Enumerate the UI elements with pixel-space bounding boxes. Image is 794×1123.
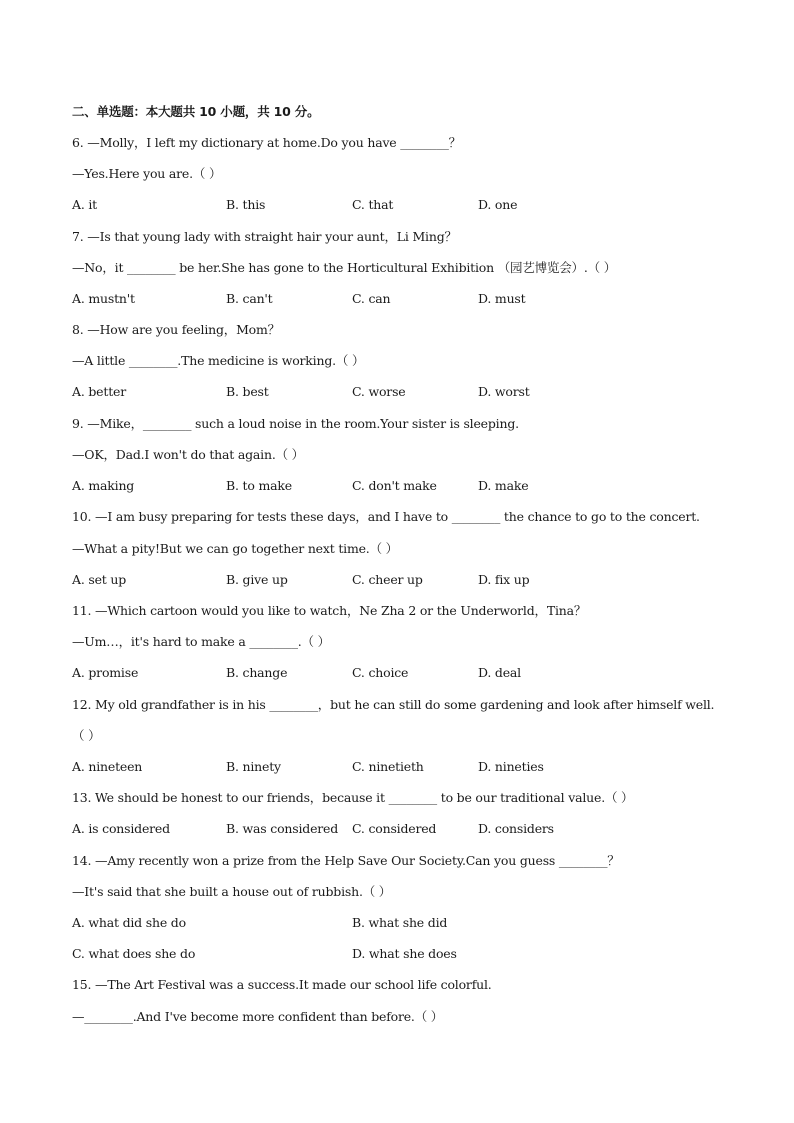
question-6-reply: —Yes.Here you are.（ ） bbox=[72, 166, 222, 181]
question-14-option-c: C. what does she do bbox=[72, 946, 196, 961]
question-7-option-c: C. can bbox=[352, 291, 391, 306]
question-8-option-b: B. best bbox=[226, 384, 269, 399]
question-12-answer-blank: （ ） bbox=[72, 728, 101, 743]
question-8-option-c: C. worse bbox=[352, 384, 406, 399]
section-title: 二、单选题：本大题共 10 小题，共 10 分。 bbox=[72, 104, 320, 119]
question-14-stem: 14. —Amy recently won a prize from the Help Save Our Society.Can you guess ________？ bbox=[72, 853, 620, 868]
question-9-option-c: C. don't make bbox=[352, 478, 437, 493]
question-6-option-c: C. that bbox=[352, 197, 394, 212]
question-7-option-a: A. mustn't bbox=[72, 291, 135, 306]
question-6-option-a: A. it bbox=[72, 197, 97, 212]
question-12-option-c: C. ninetieth bbox=[352, 759, 424, 774]
question-12-option-a: A. nineteen bbox=[72, 759, 143, 774]
question-11-option-a: A. promise bbox=[72, 665, 139, 680]
question-6-option-b: B. this bbox=[226, 197, 266, 212]
question-7-stem: 7. —Is that young lady with straight hair your aunt，Li Ming？ bbox=[72, 229, 457, 244]
question-10-option-d: D. fix up bbox=[478, 572, 530, 587]
question-13-option-b: B. was considered bbox=[226, 821, 339, 836]
question-12-stem: 12. My old grandfather is in his ________，but he can still do some gardening and look after himself well. bbox=[72, 697, 715, 712]
question-12-option-d: D. nineties bbox=[478, 759, 544, 774]
question-10-option-c: C. cheer up bbox=[352, 572, 423, 587]
question-11-option-b: B. change bbox=[226, 665, 288, 680]
question-14-option-a: A. what did she do bbox=[72, 915, 186, 930]
question-9-stem: 9. —Mike，________ such a loud noise in the room.Your sister is sleeping. bbox=[72, 416, 519, 431]
question-11-reply: —Um…，it's hard to make a ________.（ ） bbox=[72, 634, 330, 649]
question-13-option-a: A. is considered bbox=[72, 821, 170, 836]
question-6-option-d: D. one bbox=[478, 197, 518, 212]
question-14-option-b: B. what she did bbox=[352, 915, 448, 930]
question-10-option-a: A. set up bbox=[72, 572, 127, 587]
question-11-option-d: D. deal bbox=[478, 665, 521, 680]
question-15-reply: —________.And I've become more confident than before.（ ） bbox=[72, 1009, 444, 1024]
question-7-reply: —No，it ________ be her.She has gone to the Horticultural Exhibition （园艺博览会）.（ ） bbox=[72, 260, 617, 275]
question-8-reply: —A little ________.The medicine is working.（ ） bbox=[72, 353, 365, 368]
question-7-option-d: D. must bbox=[478, 291, 526, 306]
question-13-option-d: D. considers bbox=[478, 821, 554, 836]
question-14-option-d: D. what she does bbox=[352, 946, 457, 961]
question-11-stem: 11. —Which cartoon would you like to watch，Ne Zha 2 or the Underworld，Tina？ bbox=[72, 603, 587, 618]
question-9-option-d: D. make bbox=[478, 478, 529, 493]
question-15-stem: 15. —The Art Festival was a success.It made our school life colorful. bbox=[72, 977, 492, 992]
question-9-reply: —OK，Dad.I won't do that again.（ ） bbox=[72, 447, 304, 462]
question-11-option-c: C. choice bbox=[352, 665, 409, 680]
question-10-reply: —What a pity!But we can go together next time.（ ） bbox=[72, 541, 398, 556]
question-8-stem: 8. —How are you feeling，Mom？ bbox=[72, 322, 280, 337]
question-8-option-a: A. better bbox=[72, 384, 126, 399]
question-10-stem: 10. —I am busy preparing for tests these days，and I have to ________ the chance to go to the concert. bbox=[72, 509, 700, 524]
question-13-option-c: C. considered bbox=[352, 821, 437, 836]
question-9-option-b: B. to make bbox=[226, 478, 292, 493]
question-9-option-a: A. making bbox=[72, 478, 135, 493]
question-6-stem: 6. —Molly，I left my dictionary at home.Do you have ________？ bbox=[72, 135, 461, 150]
question-7-option-b: B. can't bbox=[226, 291, 273, 306]
question-14-reply: —It's said that she built a house out of rubbish.（ ） bbox=[72, 884, 392, 899]
question-8-option-d: D. worst bbox=[478, 384, 530, 399]
question-13-stem: 13. We should be honest to our friends，because it ________ to be our traditional value.（ ） bbox=[72, 790, 634, 805]
question-12-option-b: B. ninety bbox=[226, 759, 281, 774]
question-10-option-b: B. give up bbox=[226, 572, 288, 587]
